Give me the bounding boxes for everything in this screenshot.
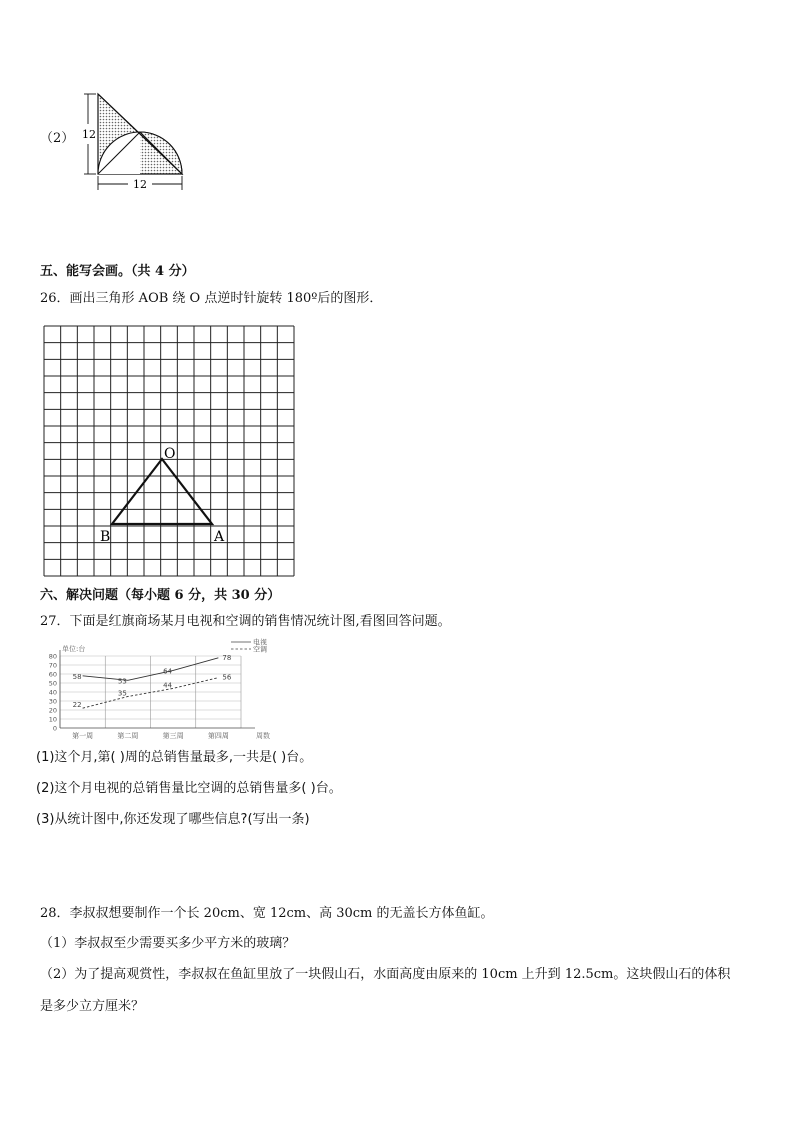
x-tick-label: 第三周 <box>162 732 184 740</box>
legend-label: 电视 <box>253 638 267 647</box>
y-tick-label: 0 <box>52 724 57 733</box>
section-6-heading: 六、解决问题（每小题 6 分，共 30 分） <box>40 588 281 603</box>
y-tick-label: 70 <box>48 661 57 670</box>
data-label: 78 <box>222 653 232 662</box>
data-label: 35 <box>117 689 127 698</box>
data-label: 44 <box>163 681 173 690</box>
point-a-label: A <box>214 529 225 545</box>
q27-sub2: (2)这个月电视的总销售量比空调的总销售量多( )台。 <box>36 781 342 796</box>
x-tick-label: 第二周 <box>117 732 139 740</box>
q26-text: 26．画出三角形 AOB 绕 O 点逆时针旋转 180º后的图形． <box>40 291 383 306</box>
y-tick-label: 30 <box>48 697 57 706</box>
figure-2-side-left: 12 <box>82 128 96 141</box>
figure-2-side-bottom: 12 <box>133 178 147 191</box>
x-tick-label: 第一周 <box>72 732 94 740</box>
y-tick-label: 80 <box>48 652 57 661</box>
q28-sub2-line2: 是多少立方厘米？ <box>40 999 145 1014</box>
y-tick-label: 60 <box>48 670 57 679</box>
q26-grid <box>42 324 298 578</box>
data-label: 58 <box>72 672 82 681</box>
point-o-label: O <box>164 446 176 462</box>
sales-line-chart <box>36 638 308 744</box>
q27-sub3: (3)从统计图中,你还发现了哪些信息?(写出一条) <box>36 812 310 827</box>
legend-label: 空调 <box>253 645 267 654</box>
x-tick-label: 第四周 <box>207 732 229 740</box>
data-label: 56 <box>222 673 232 682</box>
data-label: 53 <box>117 677 127 686</box>
x-axis-label: 周数 <box>256 732 270 740</box>
q27-sub1: (1)这个月,第( )周的总销售量最多,一共是( )台。 <box>36 750 313 765</box>
figure-2-diagram <box>78 88 198 194</box>
data-label: 64 <box>163 667 173 676</box>
figure-2-label: （2） <box>40 131 75 146</box>
chart-unit-label: 单位:台 <box>62 645 86 653</box>
y-tick-label: 10 <box>48 715 57 724</box>
q28-sub1: （1）李叔叔至少需要买多少平方米的玻璃？ <box>40 936 296 951</box>
y-tick-label: 40 <box>48 688 57 697</box>
q27-text: 27．下面是红旗商场某月电视和空调的销售情况统计图,看图回答问题。 <box>40 614 451 629</box>
y-tick-label: 50 <box>48 679 57 688</box>
section-5-heading: 五、能写会画。（共 4 分） <box>40 264 195 279</box>
data-label: 22 <box>72 701 82 710</box>
q28-text: 28．李叔叔想要制作一个长 20cm、宽 12cm、高 30cm 的无盖长方体鱼缸。 <box>40 906 494 921</box>
y-tick-label: 20 <box>48 706 57 715</box>
q28-sub2-line1: （2）为了提高观赏性，李叔叔在鱼缸里放了一块假山石，水面高度由原来的 10cm 上升到 12.5cm。这块假山石的体积 <box>40 967 731 982</box>
point-b-label: B <box>100 529 111 545</box>
